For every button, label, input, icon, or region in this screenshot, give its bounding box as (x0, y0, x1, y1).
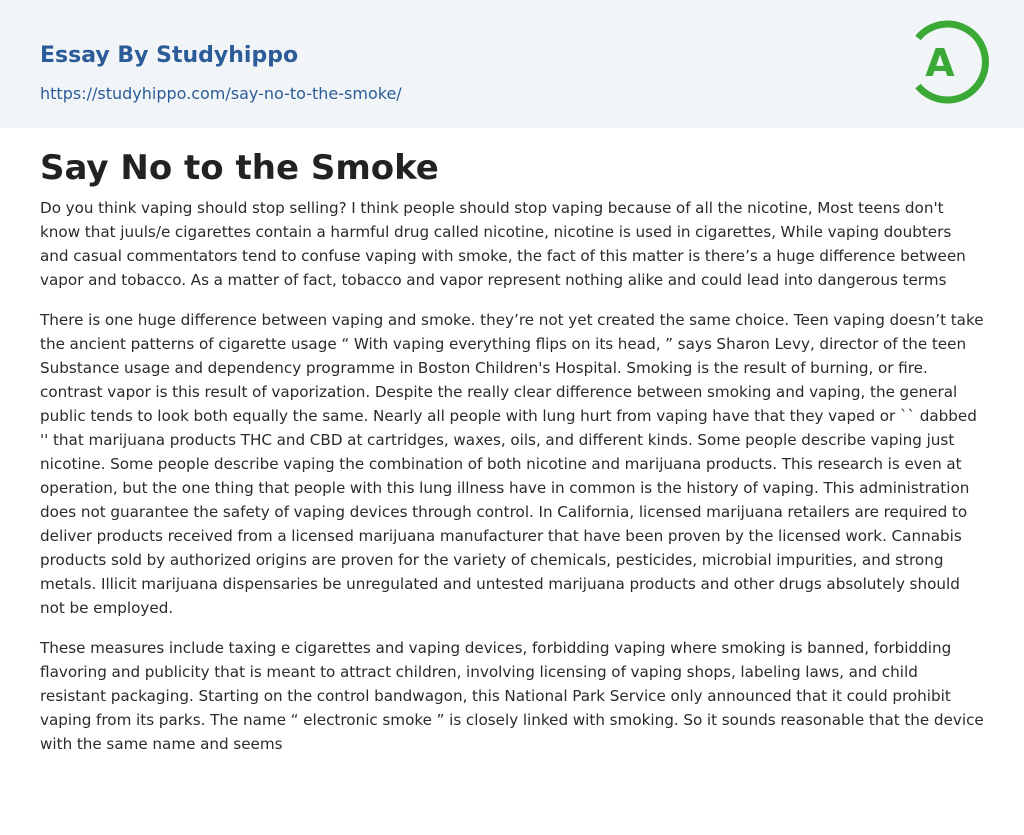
essay-paragraph-3: These measures include taxing e cigarettes and vaping devices, forbidding vaping where smoking is banned, forbidding flavoring and publicity that is meant to attract children, involving licensing of vaping shops, labeling laws, and child resistant packaging. Starting on the control bandwagon, this National Park Service only announced that it could prohibit vaping from its parks. The name “ electronic smoke ” is closely linked with smoking. So it sounds reasonable that the device with the same name and seems (40, 639, 984, 753)
studyhippo-logo-icon[interactable] (906, 16, 992, 108)
site-header (0, 0, 1024, 128)
logo-ring-icon (906, 16, 992, 108)
essay-paragraph-1: Do you think vaping should stop selling? I think people should stop vaping because of all the nicotine, Most teens don't know that juuls/e cigarettes contain a harmful drug called nicotine, nicotine is used in cigarettes, While vaping doubters and casual commentators tend to confuse vaping with smoke, the fact of this matter is there’s a huge difference between vapor and tobacco. As a matter of fact, tobacco and vapor represent nothing alike and could lead into dangerous terms (40, 199, 966, 289)
site-brand-title[interactable]: Essay By Studyhippo (40, 43, 299, 68)
essay-paragraph-2: There is one huge difference between vaping and smoke. they’re not yet created the same choice. Teen vaping doesn’t take the ancient patterns of cigarette usage “ With vaping everything flips on its head, ” says Sharon Levy, director of the teen Substance usage and dependency programme in Boston Children's Hospital. Smoking is the result of burning, or fire. contrast vapor is this result of vaporization. Despite the really clear difference between smoking and vaping, the general public tends to look both equally the same. Nearly all people with lung hurt from vaping have that they vaped or `` dabbed '' that marijuana products THC and CBD at cartridges, waxes, oils, and different kinds. Some people describe vaping just nicotine. Some people describe vaping the combination of both nicotine and marijuana products. This research is even at operation, but the one thing that people with this lung illness have in common is the history of vaping. This administration does not guarantee the safety of vaping devices through control. In California, licensed marijuana retailers are required to deliver products received from a licensed marijuana manufacturer that have been proven by the licensed work. Cannabis products sold by authorized origins are proven for the variety of chemicals, pesticides, microbial impurities, and strong metals. Illicit marijuana dispensaries be unregulated and untested marijuana products and other drugs absolutely should not be employed. (40, 311, 984, 617)
essay-title: Say No to the Smoke (40, 148, 439, 188)
essay-source-link[interactable]: https://studyhippo.com/say-no-to-the-smoke/ (40, 84, 402, 103)
essay-article (40, 146, 984, 772)
logo-letter: A (925, 41, 955, 85)
